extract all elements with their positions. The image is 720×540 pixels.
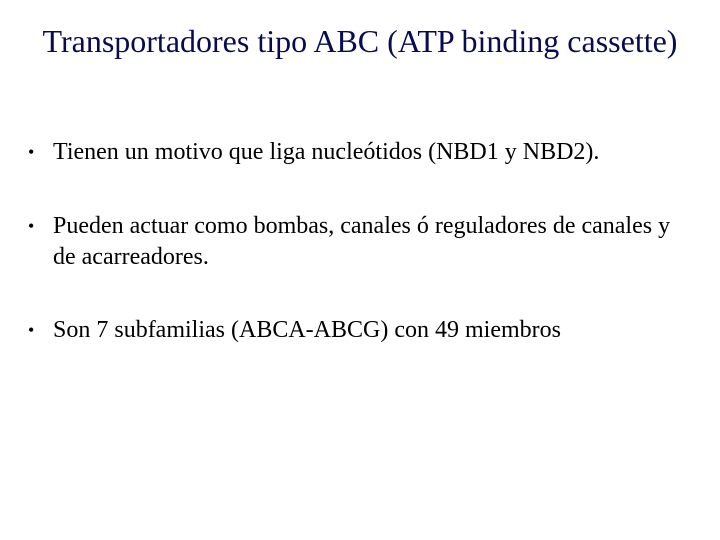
- bullet-dot-icon: •: [28, 320, 35, 340]
- bullet-text: Pueden actuar como bombas, canales ó reguladores de canales y de acarreadores.: [53, 213, 671, 270]
- bullet-dot-icon: •: [28, 142, 35, 162]
- bullet-text: Tienen un motivo que liga nucleótidos (NBD1 y NBD2).: [53, 139, 600, 165]
- bullet-dot-icon: •: [28, 216, 35, 236]
- bullet-text: Son 7 subfamilias (ABCA-ABCG) con 49 miembros: [53, 317, 561, 343]
- slide-title: Transportadores tipo ABC (ATP binding cassette): [42, 23, 678, 59]
